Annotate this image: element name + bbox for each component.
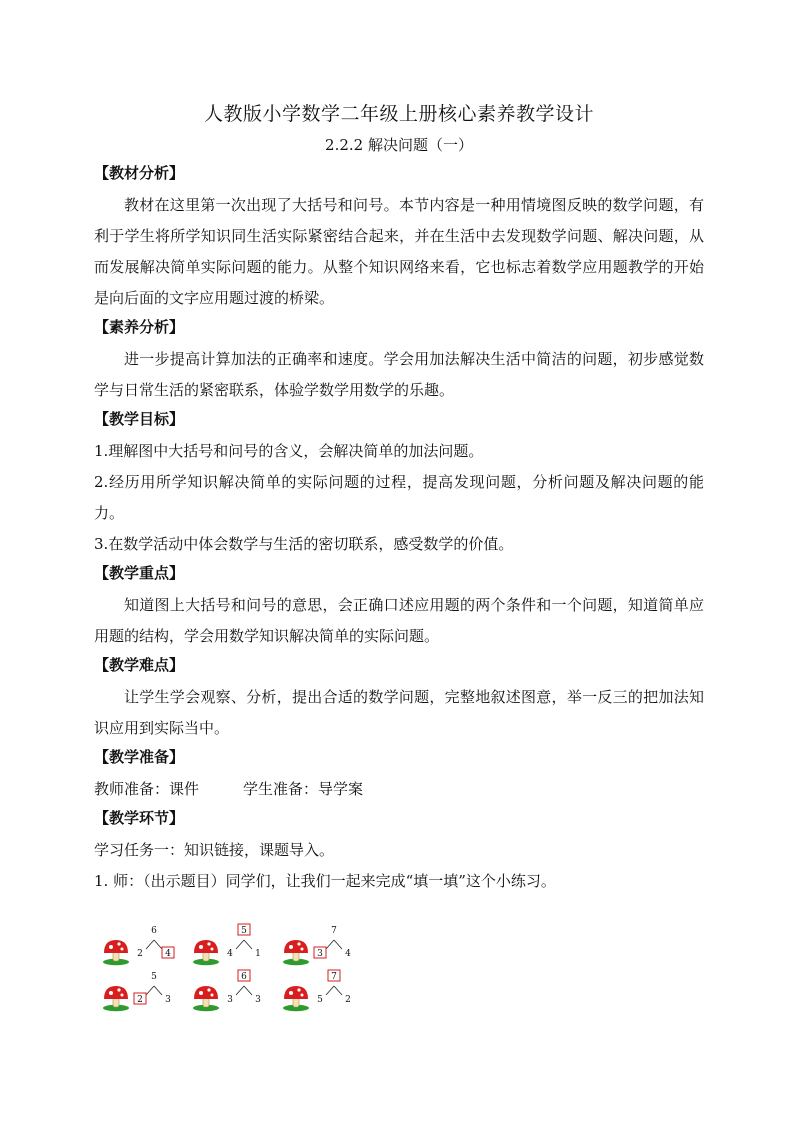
number-split-figure: [282, 968, 372, 1012]
mushroom-icon: [284, 940, 308, 953]
number-right: 2: [345, 995, 351, 1005]
section-heading-difficulty: 【教学难点】: [94, 656, 185, 674]
number-decomposition-figures: [94, 922, 394, 1022]
teacher-preparation: 教师准备：课件: [94, 780, 200, 798]
mushroom-spot: [289, 991, 293, 995]
number-split-graphic: [282, 922, 372, 966]
mushroom-spot: [117, 988, 120, 991]
number-left: 4: [227, 949, 233, 959]
student-preparation: 学生准备：导学案: [243, 780, 364, 798]
number-split-figure: [102, 968, 192, 1012]
number-left: 5: [317, 995, 323, 1005]
number-right: 3: [255, 995, 261, 1005]
split-line: [334, 986, 342, 995]
mushroom-icon: [284, 986, 308, 999]
mushroom-icon: [104, 986, 128, 999]
process-step: 1. 师：（出示题目）同学们，让我们一起来完成“填一填”这个小练习。: [94, 872, 556, 890]
mushroom-stem-icon: [203, 952, 209, 961]
number-top: 5: [241, 926, 247, 936]
page-title: 人教版小学数学二年级上册核心素养教学设计: [203, 103, 594, 125]
number-top: 7: [331, 926, 337, 936]
number-split-graphic: [102, 968, 192, 1012]
analysis-paragraph: 教材在这里第一次出现了大括号和问号。本节内容是一种用情境图反映的数学问题，有利于学生将所学知识同生活实际紧密结合起来，并在生活中去发现数学问题、解决问题，从而发展解决简单实际问题的能力。从整个知识网络来看，它也标志着数学应用题教学的开始是向后面的文字应用题过渡的桥梁。: [94, 196, 704, 307]
mushroom-stem-icon: [203, 998, 209, 1007]
split-line: [244, 986, 252, 995]
split-line: [154, 986, 162, 995]
learning-task: 学习任务一：知识链接，课题导入。: [94, 841, 335, 859]
keypoints-paragraph: 知道图上大括号和问号的意思，会正确口述应用题的两个条件和一个问题，知道简单应用题的结构，学会用数学知识解决简单的实际问题。: [94, 596, 704, 645]
split-line: [236, 940, 244, 949]
mushroom-spot: [117, 942, 120, 945]
section-heading-process: 【教学环节】: [94, 809, 185, 827]
number-top: 6: [151, 926, 157, 936]
mushroom-stem-icon: [293, 998, 299, 1007]
split-line: [326, 986, 334, 995]
number-split-graphic: [192, 922, 282, 966]
mushroom-spot: [211, 994, 214, 997]
mushroom-stem-icon: [293, 952, 299, 961]
difficulty-paragraph: 让学生学会观察、分析，提出合适的数学问题，完整地叙述图意，举一反三的把加法知识应用到实际当中。: [94, 688, 704, 737]
split-line: [326, 940, 334, 949]
mushroom-icon: [104, 940, 128, 953]
number-left: 2: [137, 995, 143, 1005]
number-split-figure: [102, 922, 192, 966]
number-split-graphic: [102, 922, 192, 966]
page-subtitle: 2.2.2 解决问题（一）: [325, 136, 473, 154]
number-right: 3: [165, 995, 171, 1005]
number-right: 4: [165, 949, 171, 959]
mushroom-stem-icon: [113, 952, 119, 961]
mushroom-icon: [194, 986, 218, 999]
number-split-graphic: [192, 968, 282, 1012]
section-heading-goals: 【教学目标】: [94, 410, 185, 428]
section-heading-analysis: 【教材分析】: [94, 164, 185, 182]
number-right: 4: [345, 949, 351, 959]
mushroom-spot: [199, 991, 203, 995]
goal-item: 2.经历用所学知识解决简单的实际问题的过程，提高发现问题，分析问题及解决问题的能力。: [94, 473, 704, 522]
mushroom-spot: [109, 991, 113, 995]
goal-item: 3.在数学活动中体会数学与生活的密切联系，感受数学的价值。: [94, 535, 514, 553]
mushroom-spot: [297, 988, 300, 991]
mushroom-icon: [194, 940, 218, 953]
number-top: 5: [151, 972, 157, 982]
section-heading-literacy: 【素养分析】: [94, 318, 185, 336]
mushroom-spot: [297, 942, 300, 945]
mushroom-spot: [199, 945, 203, 949]
section-heading-keypoints: 【教学重点】: [94, 564, 185, 582]
number-top: 6: [241, 972, 247, 982]
number-split-graphic: [282, 968, 372, 1012]
number-left: 3: [227, 995, 233, 1005]
mushroom-spot: [121, 948, 124, 951]
mushroom-stem-icon: [113, 998, 119, 1007]
number-right: 1: [255, 949, 261, 959]
preparation-line: [94, 774, 704, 805]
number-top: 7: [331, 972, 337, 982]
split-line: [146, 940, 154, 949]
goal-item: 1.理解图中大括号和问号的含义，会解决简单的加法问题。: [94, 442, 484, 460]
mushroom-spot: [207, 988, 210, 991]
mushroom-spot: [207, 942, 210, 945]
mushroom-spot: [109, 945, 113, 949]
mushroom-spot: [301, 994, 304, 997]
number-split-figure: [192, 922, 282, 966]
split-line: [244, 940, 252, 949]
number-left: 2: [137, 949, 143, 959]
mushroom-spot: [301, 948, 304, 951]
section-heading-preparation: 【教学准备】: [94, 748, 185, 766]
number-left: 3: [317, 949, 323, 959]
mushroom-spot: [289, 945, 293, 949]
split-line: [334, 940, 342, 949]
split-line: [146, 986, 154, 995]
split-line: [154, 940, 162, 949]
number-split-figure: [192, 968, 282, 1012]
mushroom-spot: [211, 948, 214, 951]
document-page: [94, 100, 704, 897]
mushroom-spot: [121, 994, 124, 997]
number-split-figure: [282, 922, 372, 966]
split-line: [236, 986, 244, 995]
literacy-paragraph: 进一步提高计算加法的正确率和速度。学会用加法解决生活中简洁的问题，初步感觉数学与日常生活的紧密联系，体验学数学用数学的乐趣。: [94, 350, 704, 399]
